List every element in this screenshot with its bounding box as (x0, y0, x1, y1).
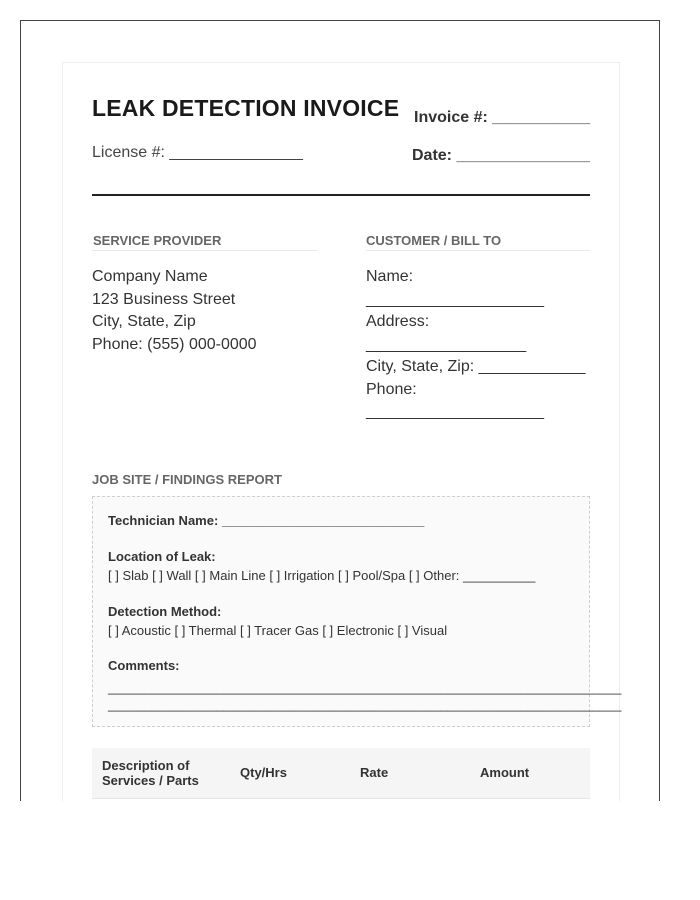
customer-address-blank: __________________ (366, 335, 527, 353)
license-number-field: License #: _______________ (92, 144, 303, 161)
customer-heading: CUSTOMER / BILL TO (366, 233, 502, 248)
services-table-header (92, 748, 590, 799)
detection-method-options: [ ] Acoustic [ ] Thermal [ ] Tracer Gas [ ] Electronic [ ] Visual (108, 623, 448, 638)
customer-name-label: Name: (366, 268, 414, 285)
technician-name-field: Technician Name: ____________________________ (108, 513, 425, 528)
company-street: 123 Business Street (92, 290, 236, 308)
company-name: Company Name (92, 268, 208, 285)
findings-heading: JOB SITE / FINDINGS REPORT (92, 472, 282, 487)
customer-city-state-zip: City, State, Zip: ____________ (366, 358, 586, 375)
detection-method-label: Detection Method: (108, 604, 222, 619)
service-provider-heading: SERVICE PROVIDER (93, 233, 222, 248)
column-header-amount: Amount (480, 765, 530, 780)
column-header-description: Description of Services / Parts (102, 758, 199, 788)
invoice-title: LEAK DETECTION INVOICE (92, 95, 400, 121)
customer-name-blank: ____________________ (366, 290, 544, 308)
comment-line: _______________________________________________________________________ (108, 697, 622, 712)
company-phone: Phone: (555) 000-0000 (92, 335, 257, 353)
location-of-leak-label: Location of Leak: (108, 549, 216, 564)
customer-phone-blank: ____________________ (366, 403, 544, 420)
service-provider-divider (92, 250, 317, 251)
comment-line: _______________________________________________________________________ (108, 680, 622, 695)
company-city-state-zip: City, State, Zip (92, 313, 196, 330)
service-provider-details (92, 266, 257, 356)
customer-phone-label: Phone: (366, 380, 417, 398)
header-divider (92, 194, 590, 196)
comments-label: Comments: (108, 658, 180, 673)
column-header-rate: Rate (360, 765, 389, 780)
location-of-leak-options: [ ] Slab [ ] Wall [ ] Main Line [ ] Irrigation [ ] Pool/Spa [ ] Other: __________ (108, 568, 536, 583)
customer-details (366, 266, 585, 424)
customer-address-label: Address: (366, 313, 430, 330)
invoice-number-field: Invoice #: ___________ (414, 109, 591, 126)
column-header-qty-hrs: Qty/Hrs (240, 765, 287, 780)
customer-divider (366, 250, 590, 251)
date-field: Date: _______________ (412, 147, 590, 164)
